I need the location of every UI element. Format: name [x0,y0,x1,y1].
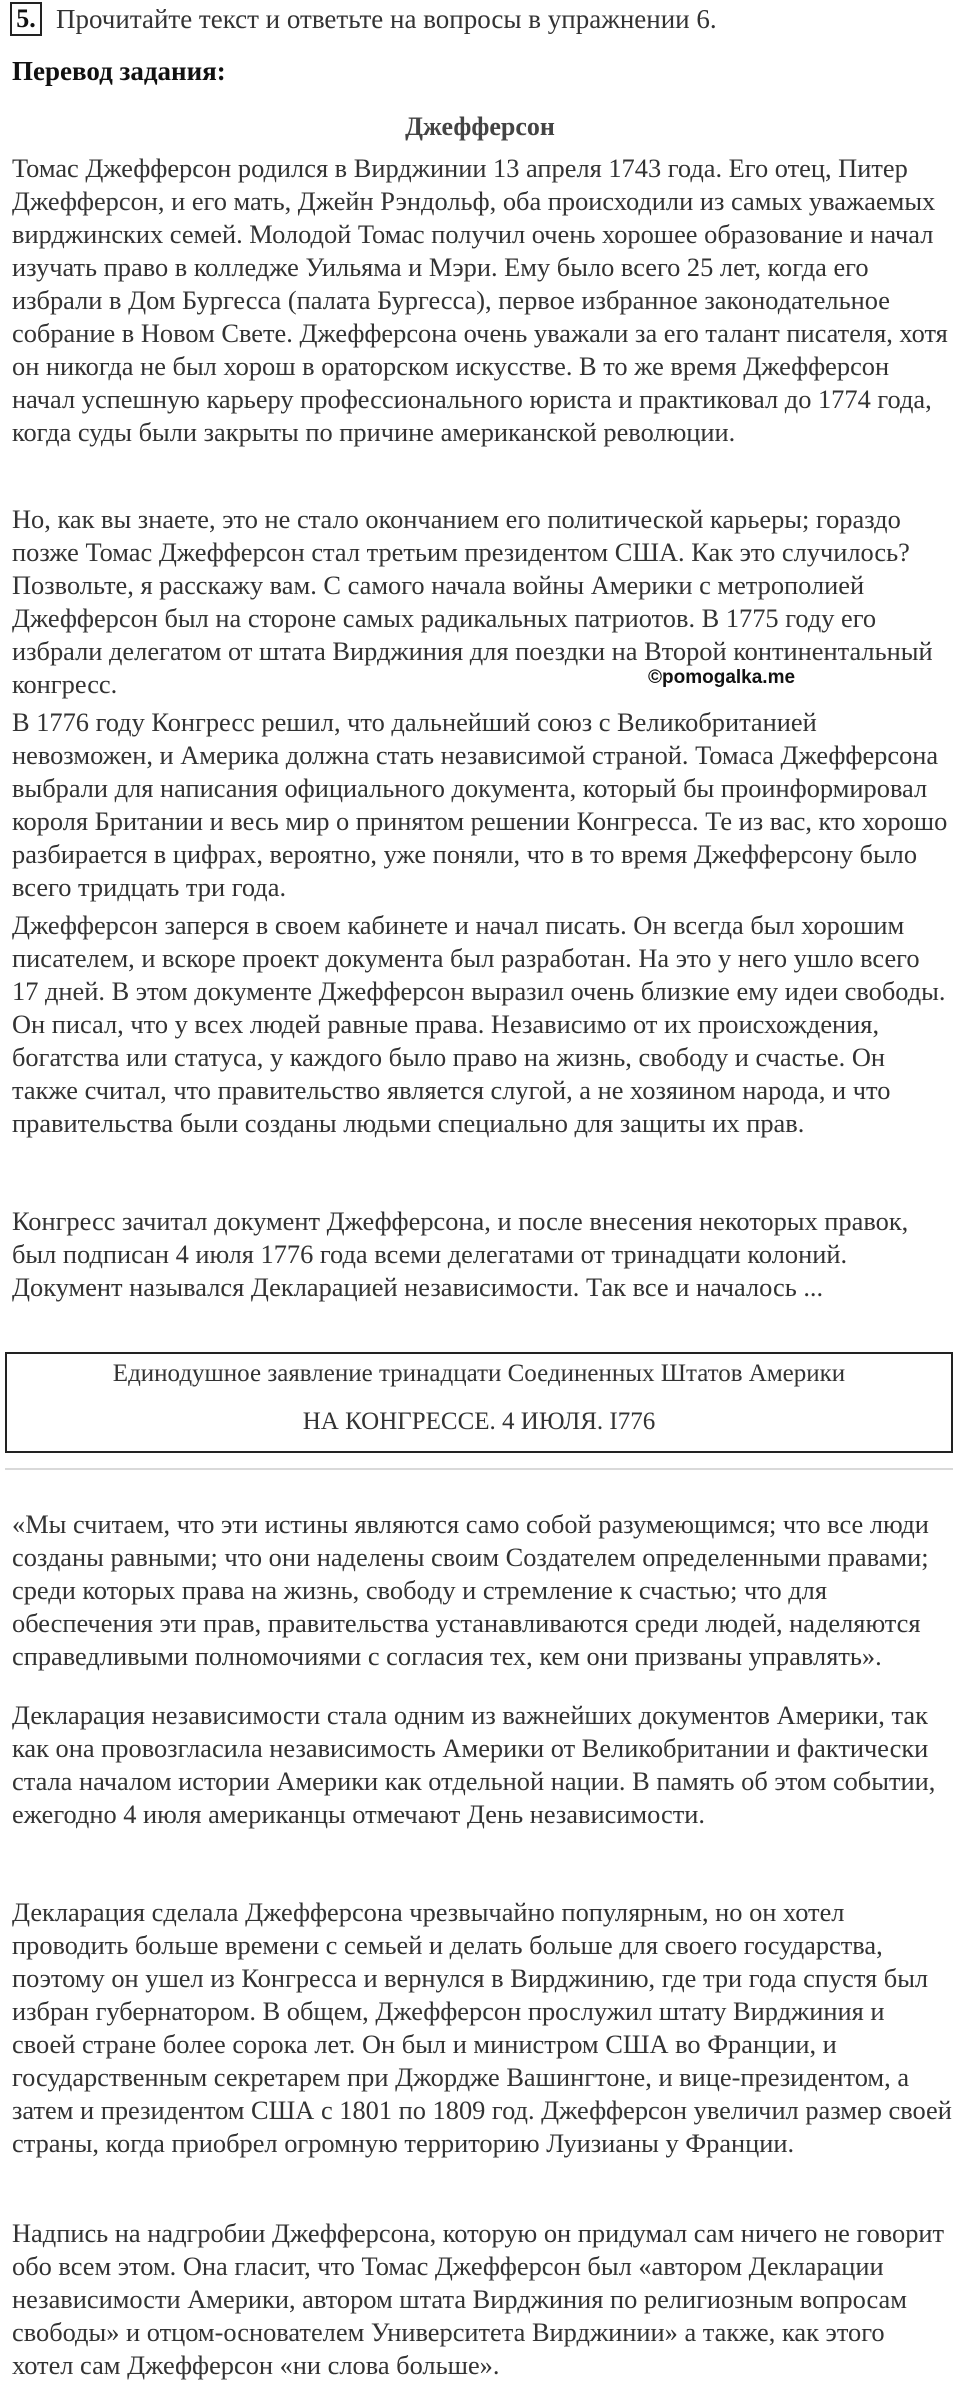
paragraph-3: В 1776 году Конгресс решил, что дальнейший союз с Великобританией невозможен, и Америка должна стать независимой страной. Томаса Джефферсона выбрали для написания официального документа, который бы проинформировал короля Британии и весь мир о принятом решении Конгресса. Те из вас, кто хорошо разбирается в цифрах, вероятно, уже поняли, что в то время Джефферсону было всего тридцать три года. [12,707,948,902]
paragraph-6: «Мы считаем, что эти истины являются само собой разумеющимся; что все люди созданы равными; что они наделены своим Создателем определенными правами; среди которых права на жизнь, свободу и стремление к счастью; что для обеспечения эти прав, правительства устанавливаются среди людей, наделяются справедливыми полномочиями с согласия тех, кем они призваны управлять». [12,1509,929,1671]
paragraph-2: Но, как вы знаете, это не стало окончанием его политической карьеры; гораздо позже Томас Джефферсон стал третьим президентом США. Как это случилось? Позвольте, я расскажу вам. С самого начала войны Америки с метрополией Джефферсон был на стороне самых радикальных патриотов. В 1775 году его избрали делегатом от штата Вирджиния для поездки на Второй континентальный конгресс. [12,504,933,699]
paragraph-7: Декларация независимости стала одним из важнейших документов Америки, так как она провозгласила независимость Америки от Великобритании и фактически стала началом истории Америки как отдельной нации. В память об этом событии, ежегодно 4 июля американцы отмечают День независимости. [12,1700,936,1829]
declaration-line-1: Единодушное заявление тринадцати Соединенных Штатов Америки [112,1360,846,1387]
section-divider [5,1468,953,1470]
paragraph-8: Декларация сделала Джефферсона чрезвычайно популярным, но он хотел проводить больше времени с семьей и делать больше для своего государства, поэтому он ушел из Конгресса и вернулся в Вирджинию, где три года спустя был избран губернатором. В общем, Джефферсон прослужил штату Вирджиния и своей стране более сорока лет. Он был и министром США во Франции, и государственным секретарем при Джордже Вашингтоне, и вице-президентом, а затем и президентом США с 1801 по 1809 год. Джефферсон увеличил размер своей страны, когда приобрел огромную территорию Луизианы у Франции. [12,1897,952,2158]
paragraph-5: Конгресс зачитал документ Джефферсона, и после внесения некоторых правок, был подписан 4 июля 1776 года всеми делегатами от тринадцати колоний. Документ назывался Декларацией независимости. Так все и началось ... [12,1206,909,1302]
task-header [10,2,717,36]
article-title: Джефферсон [405,112,555,141]
watermark: ©pomogalka.me [648,667,796,688]
translation-heading: Перевод задания: [12,56,226,86]
task-number-badge: 5. [10,2,42,36]
paragraph-1: Томас Джефферсон родился в Вирджинии 13 апреля 1743 года. Его отец, Питер Джефферсон, и его мать, Джейн Рэндольф, оба происходили из самых уважаемых вирджинских семей. Молодой Томас получил очень хорошее образование и начал изучать право в колледже Уильяма и Мэри. Ему было всего 25 лет, когда его избрали в Дом Бургесса (палата Бургесса), первое избранное законодательное собрание в Новом Свете. Джефферсона очень уважали за его талант писателя, хотя он никогда не был хорош в ораторском искусстве. В то же время Джефферсон начал успешную карьеру профессионального юриста и практиковал до 1774 года, когда суды были закрыты по причине американской революции. [12,153,948,447]
paragraph-4: Джефферсон заперся в своем кабинете и начал писать. Он всегда был хорошим писателем, и вскоре проект документа был разработан. На это у него ушло всего 17 дней. В этом документе Джефферсон выразил очень близкие ему идеи свободы. Он писал, что у всех людей равные права. Независимо от их происхождения, богатства или статуса, у каждого было право на жизнь, свободу и счастье. Он также считал, что правительство является слугой, а не хозяином народа, и что правительства были созданы людьми специально для защиты их прав. [12,910,946,1138]
paragraph-9: Надпись на надгробии Джефферсона, которую он придумал сам ничего не говорит обо всем этом. Она гласит, что Томас Джефферсон был «автором Декларации независимости Америки, автором штата Вирджиния по религиозным вопросам свободы» и отцом-основателем Университета Вирджинии» а также, как этого хотел сам Джефферсон «ни слова больше». [12,2218,945,2380]
declaration-line-2: НА КОНГРЕССЕ. 4 ИЮЛЯ. I776 [302,1408,656,1435]
declaration-heading-box [5,1352,953,1453]
task-instruction: Прочитайте текст и ответьте на вопросы в упражнении 6. [56,3,717,34]
